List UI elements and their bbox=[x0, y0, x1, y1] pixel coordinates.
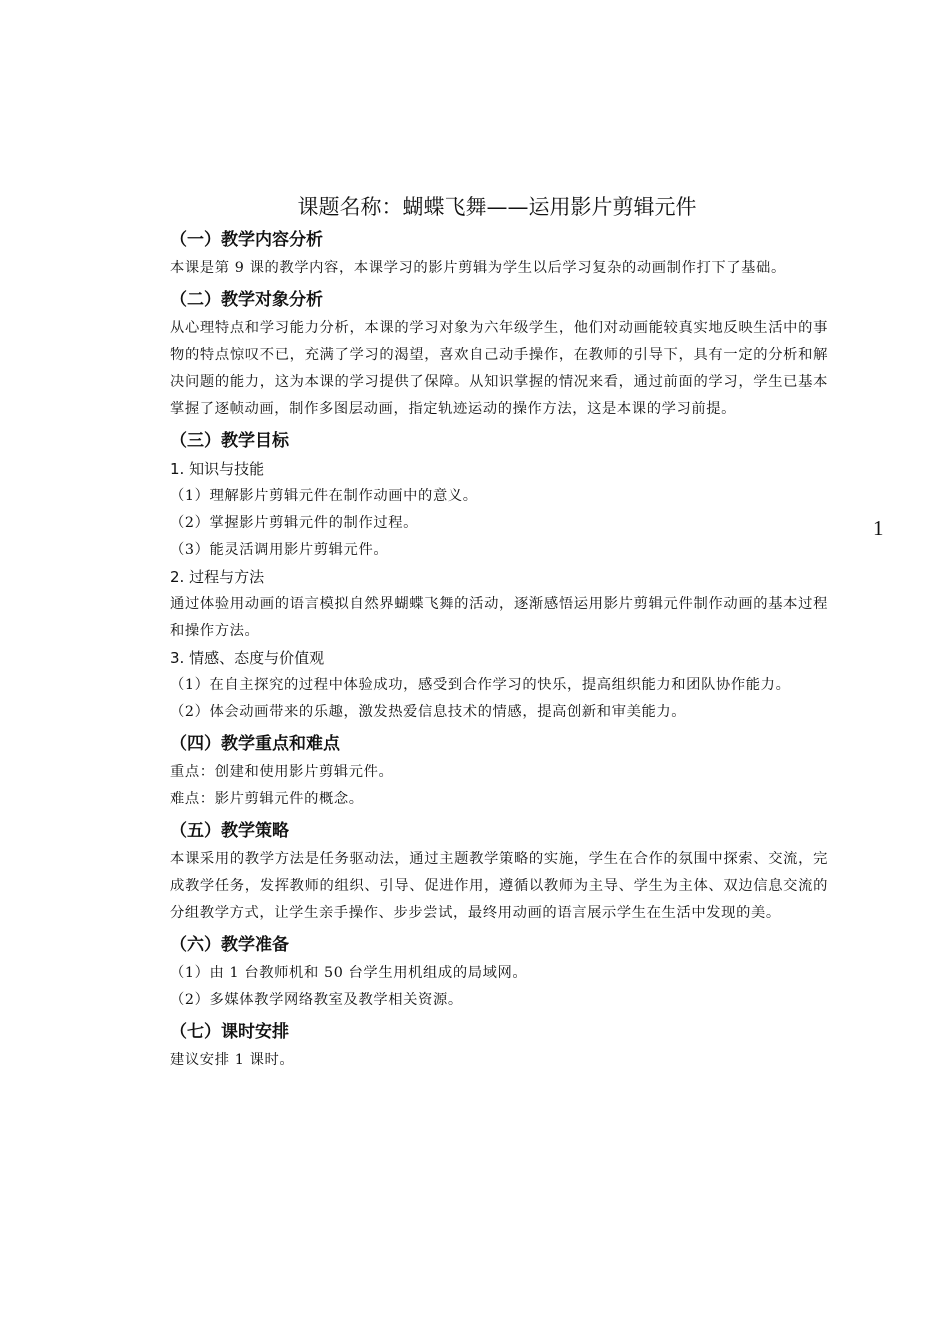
paragraph: 本课是第 9 课的教学内容，本课学习的影片剪辑为学生以后学习复杂的动画制作打下了基础。 bbox=[170, 260, 786, 276]
sub-heading: 1. 知识与技能 bbox=[170, 460, 265, 478]
section-audience-analysis bbox=[170, 288, 828, 423]
section-heading: （五）教学策略 bbox=[170, 821, 289, 841]
list-item: （1）由 1 台教师机和 50 台学生用机组成的局域网。 bbox=[170, 965, 528, 981]
section-heading: （一）教学内容分析 bbox=[170, 230, 323, 250]
sub-heading: 3. 情感、态度与价值观 bbox=[170, 649, 325, 667]
paragraph: 从心理特点和学习能力分析，本课的学习对象为六年级学生，他们对动画能较真实地反映生活中的事物的特点惊叹不已，充满了学习的渴望，喜欢自己动手操作，在教师的引导下，具有一定的分析和解决问题的能力，这为本课的学习提供了保障。从知识掌握的情况来看，通过前面的学习，学生已基本掌握了逐帧动画，制作多图层动画，指定轨迹运动的操作方法，这是本课的学习前提。 bbox=[170, 320, 828, 417]
section-heading: （四）教学重点和难点 bbox=[170, 734, 340, 754]
section-heading: （六）教学准备 bbox=[170, 935, 289, 955]
paragraph: 难点：影片剪辑元件的概念。 bbox=[170, 791, 364, 807]
paragraph: 本课采用的教学方法是任务驱动法，通过主题教学策略的实施，学生在合作的氛围中探索、交流，完成教学任务，发挥教师的组织、引导、促进作用，遵循以教师为主导、学生为主体、双边信息交流的分组教学方式，让学生亲手操作、步步尝试，最终用动画的语言展示学生在生活中发现的美。 bbox=[170, 851, 828, 921]
paragraph: 建议安排 1 课时。 bbox=[170, 1052, 295, 1068]
list-item: （2）体会动画带来的乐趣，激发热爱信息技术的情感，提高创新和审美能力。 bbox=[170, 704, 687, 720]
section-teaching-goals bbox=[170, 429, 828, 726]
paragraph: 重点：创建和使用影片剪辑元件。 bbox=[170, 764, 394, 780]
section-preparation bbox=[170, 933, 828, 1014]
section-teaching-strategy bbox=[170, 819, 828, 927]
section-key-points bbox=[170, 732, 828, 813]
section-heading: （二）教学对象分析 bbox=[170, 290, 323, 310]
section-schedule bbox=[170, 1020, 828, 1074]
section-heading: （七）课时安排 bbox=[170, 1022, 289, 1042]
page-number: 1 bbox=[873, 516, 884, 540]
sub-heading: 2. 过程与方法 bbox=[170, 568, 265, 586]
page-title: 课题名称：蝴蝶飞舞——运用影片剪辑元件 bbox=[297, 195, 697, 219]
paragraph: 通过体验用动画的语言模拟自然界蝴蝶飞舞的活动，逐渐感悟运用影片剪辑元件制作动画的基本过程和操作方法。 bbox=[170, 596, 828, 639]
list-item: （2）多媒体教学网络教室及教学相关资源。 bbox=[170, 992, 463, 1008]
list-item: （1）理解影片剪辑元件在制作动画中的意义。 bbox=[170, 488, 478, 504]
list-item: （2）掌握影片剪辑元件的制作过程。 bbox=[170, 515, 419, 531]
list-item: （1）在自主探究的过程中体验成功，感受到合作学习的快乐，提高组织能力和团队协作能力。 bbox=[170, 677, 791, 693]
list-item: （3）能灵活调用影片剪辑元件。 bbox=[170, 542, 389, 558]
section-heading: （三）教学目标 bbox=[170, 431, 289, 451]
section-content-analysis bbox=[170, 228, 828, 282]
document-body bbox=[170, 192, 828, 1074]
